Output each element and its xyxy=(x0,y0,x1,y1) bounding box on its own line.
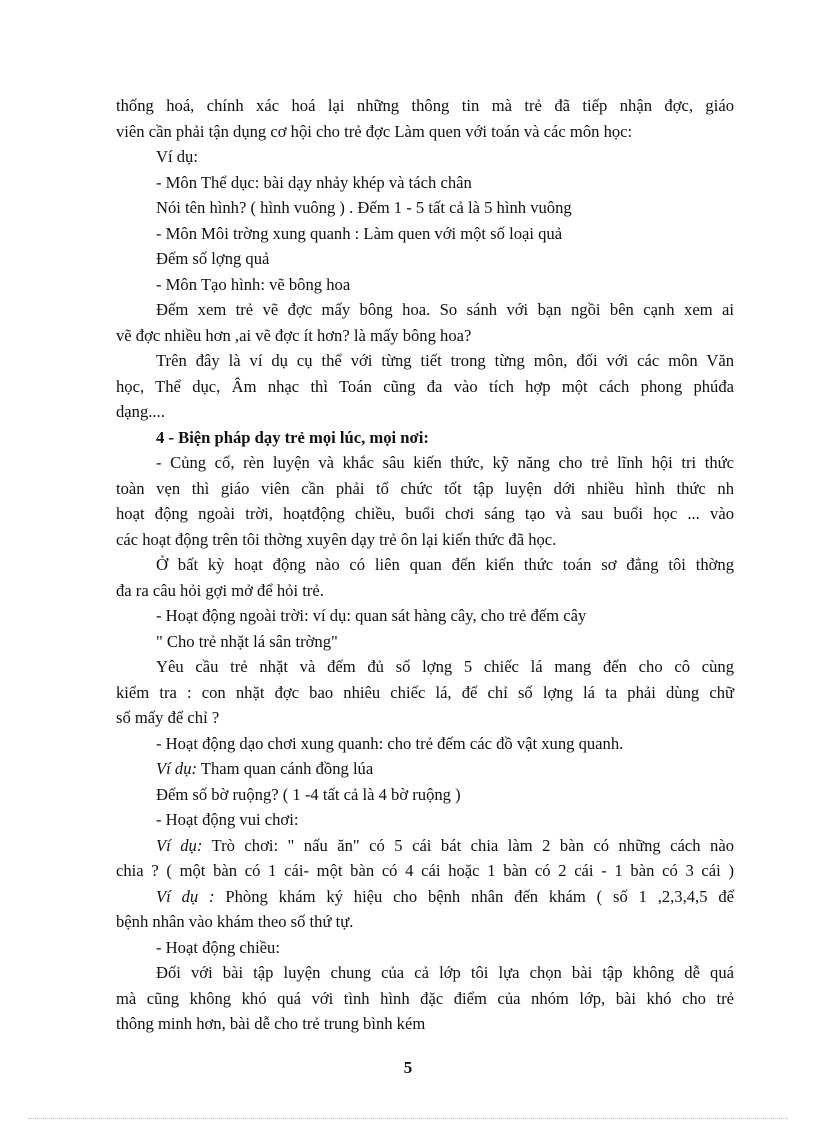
text-line: toàn vẹn thì giáo viên cần phải tổ chức tốt tập luyện dới nhiều hình thức nh xyxy=(116,478,734,498)
text-line: Ví dụ: xyxy=(156,147,198,166)
text-span: Phòng khám ký hiệu cho bệnh nhân đến khám ( số 1 ,2,3,4,5 để xyxy=(225,886,734,906)
section-heading: 4 - Biện pháp dạy trẻ mọi lúc, mọi nơi: xyxy=(156,427,429,447)
text-line: Yêu cầu trẻ nhặt và đếm đủ số lợng 5 chiếc lá mang đến cho cô cùng xyxy=(156,657,734,676)
text-line: - Hoạt động chiều: xyxy=(156,937,280,957)
text-line: Trên đây là ví dụ cụ thể với từng tiết trong từng môn, đối với các môn Văn xyxy=(156,351,734,370)
text-line: Đếm xem trẻ vẽ đợc mấy bông hoa. So sánh với bạn ngồi bên cạnh xem ai xyxy=(156,300,734,319)
text-line: - Môn Tạo hình: vẽ bông hoa xyxy=(156,274,351,294)
page-body xyxy=(116,93,734,1037)
italic-label: Ví dụ : xyxy=(156,886,215,906)
text-line: chia ? ( một bàn có 1 cái- một bàn có 4 cái hoặc 1 bàn có 2 cái - 1 bàn có 3 cái ) xyxy=(116,861,734,880)
text-line: dạng.... xyxy=(116,402,165,421)
text-line: Ở bất kỳ hoạt động nào có liên quan đến kiến thức toán sơ đẳng tôi thờng xyxy=(156,555,734,574)
text-line: - Môn Thể dục: bài dạy nhảy khép và tách chân xyxy=(156,172,472,192)
text-span: Tham quan cánh đồng lúa xyxy=(200,759,374,778)
text-line: số mấy để chỉ ? xyxy=(116,708,220,727)
text-line xyxy=(116,833,734,859)
text-span: Trò chơi: " nấu ăn" có 5 cái bát chia làm 2 bàn có những cách nào xyxy=(211,835,734,855)
text-line: thông minh hơn, bài dễ cho trẻ trung bình kém xyxy=(116,1014,426,1033)
text-line: kiểm tra : con nhặt đợc bao nhiêu chiếc lá, để chỉ số lợng lá ta phải dùng chữ xyxy=(116,682,734,702)
text-line: Đối với bài tập luyện chung của cả lớp tôi lựa chọn bài tập không dễ quá xyxy=(156,963,734,982)
footer-divider xyxy=(28,1118,788,1119)
text-line: Đếm số bờ ruộng? ( 1 -4 tất cả là 4 bờ ruộng ) xyxy=(156,784,461,804)
italic-label: Ví dụ: xyxy=(156,759,198,778)
text-line: các hoạt động trên tôi thờng xuyên dạy trẻ ôn lại kiến thức đã học. xyxy=(116,529,557,549)
page-number: 5 xyxy=(403,1058,413,1077)
text-line: Nói tên hình? ( hình vuông ) . Đếm 1 - 5 tất cả là 5 hình vuông xyxy=(156,198,572,217)
text-line: học, Thể dục, Âm nhạc thì Toán cũng đa vào tích hợp một cách phong phúđa xyxy=(116,376,734,396)
text-line: bệnh nhân vào khám theo số thứ tự. xyxy=(116,912,354,931)
text-line xyxy=(116,756,734,782)
text-line: thống hoá, chính xác hoá lại những thông tin mà trẻ đã tiếp nhận đợc, giáo xyxy=(116,96,734,115)
text-line: mà cũng không khó quá với tình hình đặc điểm của nhóm lớp, bài khó cho trẻ xyxy=(116,988,734,1008)
text-line: " Cho trẻ nhặt lá sân trờng" xyxy=(156,631,338,651)
text-line: - Hoạt động vui chơi: xyxy=(156,810,299,829)
text-line: - Hoạt động dạo chơi xung quanh: cho trẻ đếm các đồ vật xung quanh. xyxy=(156,733,624,753)
text-line: vẽ đợc nhiều hơn ,ai vẽ đợc ít hơn? là mấy bông hoa? xyxy=(116,325,472,345)
text-line: hoạt động ngoài trời, hoạtđộng chiều, buổi chơi sáng tạo và sau buổi học ... vào xyxy=(116,504,734,523)
text-line: - Củng cố, rèn luyện và khắc sâu kiến thức, kỹ năng cho trẻ lĩnh hội tri thức xyxy=(156,453,734,472)
text-line: đa ra câu hỏi gợi mở để hỏi trẻ. xyxy=(116,580,324,600)
text-line: - Môn Môi trờng xung quanh : Làm quen với một số loại quả xyxy=(156,223,563,243)
text-line xyxy=(116,884,734,910)
text-line: viên cần phải tận dụng cơ hội cho trẻ đợc Làm quen với toán và các môn học: xyxy=(116,121,633,141)
text-line: Đếm số lợng quả xyxy=(156,249,270,268)
italic-label: Ví dụ: xyxy=(156,835,203,855)
text-line: - Hoạt động ngoài trời: ví dụ: quan sát hàng cây, cho trẻ đếm cây xyxy=(156,606,587,625)
